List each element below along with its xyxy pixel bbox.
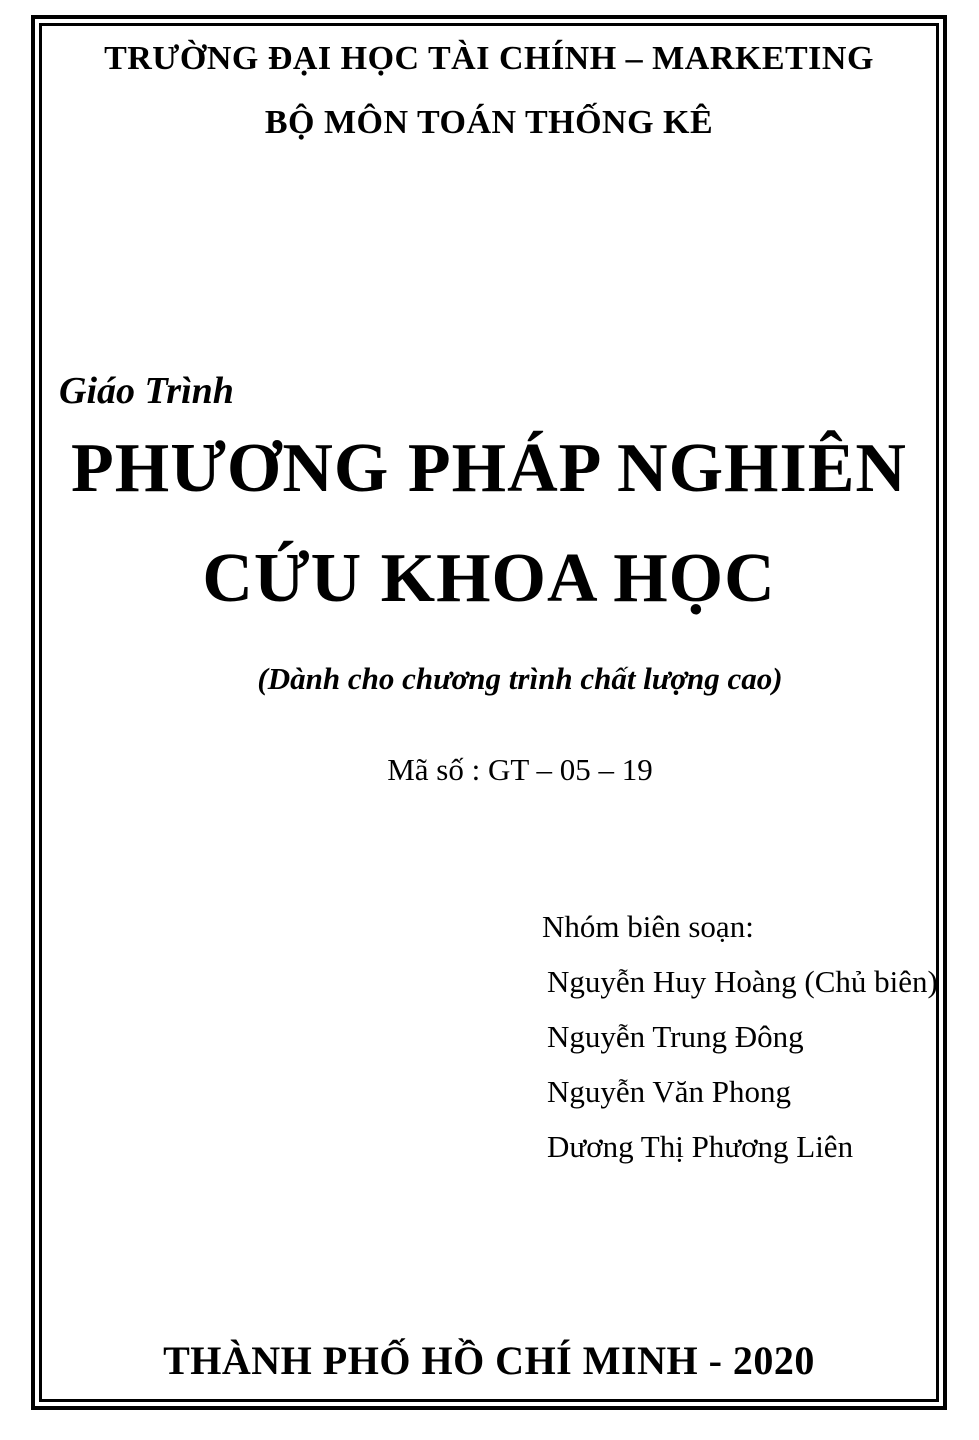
book-title-line1: PHƯƠNG PHÁP NGHIÊN <box>71 430 907 507</box>
authors-block <box>542 899 938 1174</box>
book-code: Mã số : GT – 05 – 19 <box>387 752 653 787</box>
author-name: Dương Thị Phương Liên <box>547 1129 854 1164</box>
series-label: Giáo Trình <box>59 370 234 412</box>
institution-header <box>35 27 943 155</box>
outer-border <box>31 15 947 1410</box>
book-title <box>35 414 943 634</box>
university-name: TRƯỜNG ĐẠI HỌC TÀI CHÍNH – MARKETING <box>104 40 874 77</box>
department-name: BỘ MÔN TOÁN THỐNG KÊ <box>264 104 714 141</box>
book-subtitle: (Dành cho chương trình chất lượng cao) <box>257 661 783 696</box>
author-name: Nguyễn Huy Hoàng (Chủ biên) <box>547 964 938 999</box>
inner-border <box>39 23 939 1402</box>
book-title-line2: CỨU KHOA HỌC <box>202 540 776 617</box>
authors-label: Nhóm biên soạn: <box>542 909 754 944</box>
city-year-footer: THÀNH PHỐ HỒ CHÍ MINH - 2020 <box>163 1338 815 1383</box>
author-name: Nguyễn Văn Phong <box>547 1074 791 1109</box>
author-name: Nguyễn Trung Đông <box>547 1019 804 1054</box>
